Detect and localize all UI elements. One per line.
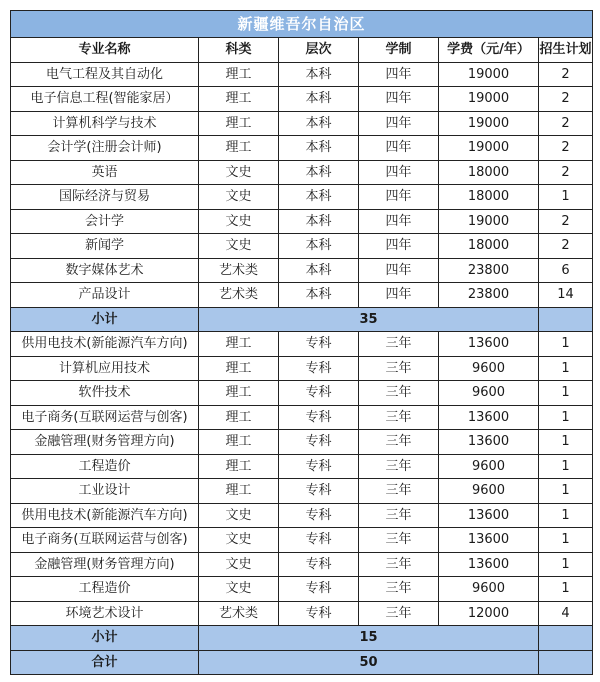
cell-duration: 四年 xyxy=(359,234,439,259)
table-row xyxy=(11,111,593,136)
cell-category: 理工 xyxy=(199,87,279,112)
cell-major: 电气工程及其自动化 xyxy=(11,62,199,87)
cell-duration: 三年 xyxy=(359,503,439,528)
cell-duration: 四年 xyxy=(359,160,439,185)
cell-duration: 三年 xyxy=(359,601,439,626)
cell-category: 艺术类 xyxy=(199,258,279,283)
header-plan: 招生计划 xyxy=(539,38,593,63)
table-row xyxy=(11,356,593,381)
cell-tuition: 9600 xyxy=(439,577,539,602)
cell-major: 金融管理(财务管理方向) xyxy=(11,552,199,577)
cell-category: 理工 xyxy=(199,381,279,406)
cell-tuition: 9600 xyxy=(439,356,539,381)
header-major: 专业名称 xyxy=(11,38,199,63)
cell-major: 供用电技术(新能源汽车方向) xyxy=(11,332,199,357)
cell-level: 专科 xyxy=(279,601,359,626)
cell-category: 艺术类 xyxy=(199,283,279,308)
table-row xyxy=(11,454,593,479)
subtotal-row-label: 小计 xyxy=(11,307,199,332)
total-row-blank xyxy=(539,650,593,675)
cell-major: 会计学(注册会计师) xyxy=(11,136,199,161)
cell-level: 本科 xyxy=(279,185,359,210)
cell-category: 理工 xyxy=(199,430,279,455)
subtotal-row xyxy=(11,626,593,651)
cell-tuition: 23800 xyxy=(439,283,539,308)
table-row xyxy=(11,136,593,161)
cell-duration: 四年 xyxy=(359,258,439,283)
cell-plan: 1 xyxy=(539,332,593,357)
cell-major: 工程造价 xyxy=(11,454,199,479)
cell-plan: 14 xyxy=(539,283,593,308)
cell-plan: 1 xyxy=(539,430,593,455)
table-row xyxy=(11,601,593,626)
cell-tuition: 9600 xyxy=(439,381,539,406)
cell-major: 计算机科学与技术 xyxy=(11,111,199,136)
subtotal-row-blank xyxy=(539,307,593,332)
cell-major: 会计学 xyxy=(11,209,199,234)
cell-plan: 2 xyxy=(539,160,593,185)
cell-major: 计算机应用技术 xyxy=(11,356,199,381)
enrollment-table xyxy=(10,10,593,675)
cell-level: 专科 xyxy=(279,577,359,602)
cell-major: 新闻学 xyxy=(11,234,199,259)
cell-category: 文史 xyxy=(199,503,279,528)
cell-major: 电子商务(互联网运营与创客) xyxy=(11,528,199,553)
table-row xyxy=(11,479,593,504)
cell-duration: 三年 xyxy=(359,332,439,357)
cell-category: 文史 xyxy=(199,160,279,185)
cell-duration: 四年 xyxy=(359,136,439,161)
cell-tuition: 9600 xyxy=(439,454,539,479)
cell-tuition: 13600 xyxy=(439,430,539,455)
cell-major: 电子信息工程(智能家居） xyxy=(11,87,199,112)
cell-category: 文史 xyxy=(199,552,279,577)
total-row-label: 合计 xyxy=(11,650,199,675)
cell-plan: 1 xyxy=(539,552,593,577)
cell-tuition: 13600 xyxy=(439,503,539,528)
subtotal-row-value: 15 xyxy=(199,626,539,651)
table-row xyxy=(11,258,593,283)
subtotal-row-label: 小计 xyxy=(11,626,199,651)
cell-major: 金融管理(财务管理方向) xyxy=(11,430,199,455)
cell-plan: 2 xyxy=(539,234,593,259)
cell-level: 专科 xyxy=(279,430,359,455)
cell-level: 专科 xyxy=(279,454,359,479)
table-row xyxy=(11,62,593,87)
cell-plan: 1 xyxy=(539,405,593,430)
cell-major: 电子商务(互联网运营与创客) xyxy=(11,405,199,430)
cell-major: 英语 xyxy=(11,160,199,185)
cell-plan: 2 xyxy=(539,111,593,136)
cell-category: 文史 xyxy=(199,185,279,210)
cell-level: 本科 xyxy=(279,62,359,87)
cell-major: 供用电技术(新能源汽车方向) xyxy=(11,503,199,528)
cell-duration: 三年 xyxy=(359,577,439,602)
cell-major: 软件技术 xyxy=(11,381,199,406)
cell-level: 本科 xyxy=(279,209,359,234)
cell-level: 本科 xyxy=(279,136,359,161)
cell-category: 理工 xyxy=(199,332,279,357)
cell-tuition: 18000 xyxy=(439,234,539,259)
cell-level: 本科 xyxy=(279,234,359,259)
cell-plan: 2 xyxy=(539,62,593,87)
cell-level: 专科 xyxy=(279,528,359,553)
cell-plan: 2 xyxy=(539,209,593,234)
cell-plan: 2 xyxy=(539,136,593,161)
cell-tuition: 19000 xyxy=(439,62,539,87)
cell-duration: 四年 xyxy=(359,87,439,112)
cell-duration: 四年 xyxy=(359,62,439,87)
table-row xyxy=(11,381,593,406)
cell-category: 理工 xyxy=(199,111,279,136)
cell-duration: 四年 xyxy=(359,209,439,234)
cell-major: 环境艺术设计 xyxy=(11,601,199,626)
cell-major: 工业设计 xyxy=(11,479,199,504)
cell-tuition: 19000 xyxy=(439,111,539,136)
cell-level: 专科 xyxy=(279,356,359,381)
cell-duration: 四年 xyxy=(359,283,439,308)
table-row xyxy=(11,405,593,430)
cell-category: 理工 xyxy=(199,405,279,430)
cell-level: 专科 xyxy=(279,552,359,577)
cell-duration: 三年 xyxy=(359,454,439,479)
title-row xyxy=(11,11,593,38)
cell-duration: 三年 xyxy=(359,356,439,381)
enrollment-table-container xyxy=(10,10,592,675)
table-row xyxy=(11,503,593,528)
table-row xyxy=(11,209,593,234)
cell-duration: 四年 xyxy=(359,111,439,136)
table-row xyxy=(11,185,593,210)
table-title: 新疆维吾尔自治区 xyxy=(11,11,593,38)
cell-major: 数字媒体艺术 xyxy=(11,258,199,283)
cell-plan: 4 xyxy=(539,601,593,626)
cell-level: 专科 xyxy=(279,405,359,430)
cell-plan: 1 xyxy=(539,479,593,504)
cell-level: 本科 xyxy=(279,160,359,185)
table-row xyxy=(11,332,593,357)
cell-plan: 1 xyxy=(539,356,593,381)
cell-category: 文史 xyxy=(199,209,279,234)
cell-tuition: 23800 xyxy=(439,258,539,283)
table-row xyxy=(11,577,593,602)
cell-plan: 2 xyxy=(539,87,593,112)
cell-tuition: 18000 xyxy=(439,185,539,210)
table-row xyxy=(11,430,593,455)
cell-tuition: 19000 xyxy=(439,87,539,112)
table-row xyxy=(11,283,593,308)
cell-tuition: 13600 xyxy=(439,552,539,577)
cell-duration: 三年 xyxy=(359,479,439,504)
cell-major: 产品设计 xyxy=(11,283,199,308)
cell-tuition: 19000 xyxy=(439,209,539,234)
cell-category: 文史 xyxy=(199,577,279,602)
header-duration: 学制 xyxy=(359,38,439,63)
header-category: 科类 xyxy=(199,38,279,63)
cell-plan: 6 xyxy=(539,258,593,283)
table-row xyxy=(11,234,593,259)
total-row-value: 50 xyxy=(199,650,539,675)
cell-tuition: 19000 xyxy=(439,136,539,161)
cell-tuition: 13600 xyxy=(439,405,539,430)
total-row xyxy=(11,650,593,675)
cell-tuition: 12000 xyxy=(439,601,539,626)
cell-level: 专科 xyxy=(279,332,359,357)
cell-category: 文史 xyxy=(199,528,279,553)
table-row xyxy=(11,528,593,553)
cell-category: 理工 xyxy=(199,136,279,161)
cell-level: 本科 xyxy=(279,111,359,136)
cell-category: 艺术类 xyxy=(199,601,279,626)
cell-duration: 三年 xyxy=(359,552,439,577)
cell-category: 理工 xyxy=(199,479,279,504)
table-row xyxy=(11,87,593,112)
cell-plan: 1 xyxy=(539,381,593,406)
cell-category: 理工 xyxy=(199,356,279,381)
cell-duration: 三年 xyxy=(359,381,439,406)
cell-tuition: 18000 xyxy=(439,160,539,185)
cell-category: 文史 xyxy=(199,234,279,259)
cell-plan: 1 xyxy=(539,577,593,602)
subtotal-row-blank xyxy=(539,626,593,651)
cell-plan: 1 xyxy=(539,503,593,528)
cell-major: 国际经济与贸易 xyxy=(11,185,199,210)
cell-level: 专科 xyxy=(279,503,359,528)
cell-plan: 1 xyxy=(539,185,593,210)
cell-major: 工程造价 xyxy=(11,577,199,602)
cell-tuition: 9600 xyxy=(439,479,539,504)
cell-level: 专科 xyxy=(279,381,359,406)
header-tuition: 学费（元/年） xyxy=(439,38,539,63)
subtotal-row-value: 35 xyxy=(199,307,539,332)
cell-tuition: 13600 xyxy=(439,332,539,357)
cell-level: 本科 xyxy=(279,283,359,308)
header-row xyxy=(11,38,593,63)
cell-plan: 1 xyxy=(539,454,593,479)
cell-tuition: 13600 xyxy=(439,528,539,553)
subtotal-row xyxy=(11,307,593,332)
cell-duration: 三年 xyxy=(359,528,439,553)
table-row xyxy=(11,552,593,577)
table-row xyxy=(11,160,593,185)
cell-duration: 三年 xyxy=(359,405,439,430)
cell-level: 本科 xyxy=(279,87,359,112)
cell-duration: 四年 xyxy=(359,185,439,210)
cell-category: 理工 xyxy=(199,454,279,479)
cell-duration: 三年 xyxy=(359,430,439,455)
cell-level: 专科 xyxy=(279,479,359,504)
cell-category: 理工 xyxy=(199,62,279,87)
cell-plan: 1 xyxy=(539,528,593,553)
header-level: 层次 xyxy=(279,38,359,63)
cell-level: 本科 xyxy=(279,258,359,283)
